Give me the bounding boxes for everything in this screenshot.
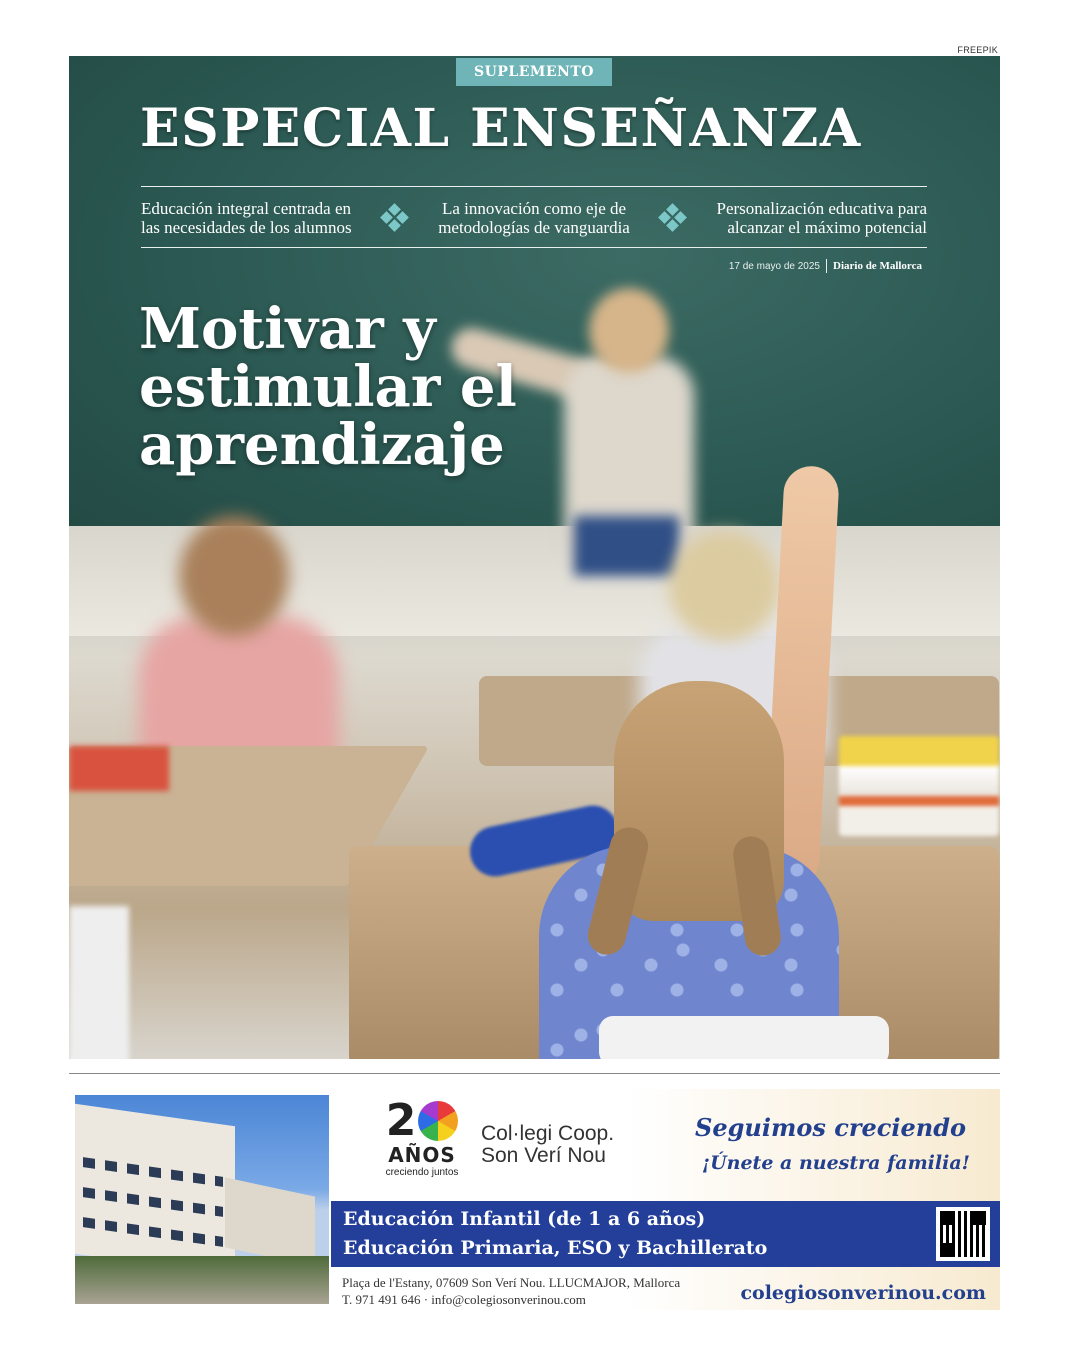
issue-date: 17 de mayo de 2025: [728, 260, 820, 272]
topic-2-line-1: La innovación como eje de: [441, 199, 627, 218]
cover-headline: [139, 296, 619, 478]
ad-slogan: Seguimos creciendo: [695, 1113, 966, 1142]
red-book: [69, 746, 169, 791]
school-name-line-1: Col·legi Coop.: [481, 1122, 615, 1145]
supplement-title: ESPECIAL ENSEÑANZA: [140, 98, 862, 159]
topics-bar: [141, 196, 927, 240]
anniversary-number: 2: [372, 1099, 472, 1143]
topic-1: [141, 199, 352, 237]
anniversary-years: AÑOS: [388, 1143, 456, 1167]
diamond-separator-icon: [380, 203, 410, 233]
teacher-skirt: [574, 516, 679, 576]
anniversary-tagline: creciendo juntos: [385, 1167, 459, 1178]
offer-line-1: Educación Infantil (de 1 a 6 años): [343, 1208, 706, 1230]
headline-line-1: Motivar y: [139, 296, 436, 362]
ad-subslogan: ¡Únete a nuestra familia!: [701, 1152, 970, 1174]
topic-1-line-2: las necesidades de los alumnos: [141, 218, 352, 237]
student-right-head: [669, 531, 779, 641]
top-rule: [141, 186, 927, 187]
photo-credit: FREEPIK: [957, 45, 998, 55]
school-advertisement[interactable]: [69, 1089, 1000, 1310]
qr-code-icon[interactable]: [936, 1207, 990, 1261]
diamond-separator-icon: [658, 203, 688, 233]
school-phone-email: T. 971 491 646 · info@colegiosonverinou.com: [342, 1292, 586, 1307]
section-divider: [69, 1073, 1000, 1074]
school-address: Plaça de l'Estany, 07609 Son Verí Nou. LLUCMAJOR, Mallorca: [342, 1275, 681, 1290]
flower-icon: [418, 1101, 458, 1141]
headline-line-2: estimular el: [139, 354, 517, 420]
book-stack: [839, 736, 999, 836]
school-name-line-2: Son Verí Nou: [481, 1144, 606, 1167]
topic-3: [716, 199, 927, 237]
anniversary-logo: [372, 1095, 472, 1194]
topic-3-line-2: alcanzar el máximo potencial: [727, 218, 927, 237]
dateline-divider: [826, 259, 827, 273]
left-chair: [69, 906, 129, 1059]
student-left-head: [179, 516, 289, 636]
school-building-photo: [75, 1095, 329, 1304]
topic-1-line-1: Educación integral centrada en: [141, 199, 352, 218]
building-wing: [225, 1177, 315, 1266]
school-contact: [342, 1274, 680, 1308]
section-tag: SUPLEMENTO: [456, 58, 612, 86]
topic-2-line-2: metodologías de vanguardia: [438, 218, 630, 237]
front-chair: [599, 1016, 889, 1059]
grass: [75, 1256, 329, 1304]
headline-line-3: aprendizaje: [139, 412, 505, 478]
bottom-rule: [141, 247, 927, 248]
dateline: [729, 259, 922, 273]
topic-3-line-1: Personalización educativa para: [716, 199, 927, 218]
topic-2: [438, 199, 630, 237]
publication-logo: Diario de Mallorca: [833, 260, 922, 272]
offer-band: [331, 1201, 1000, 1267]
offer-line-2: Educación Primaria, ESO y Bachillerato: [343, 1237, 768, 1259]
school-name: [481, 1123, 614, 1167]
school-website-link[interactable]: colegiosonverinou.com: [740, 1282, 986, 1304]
